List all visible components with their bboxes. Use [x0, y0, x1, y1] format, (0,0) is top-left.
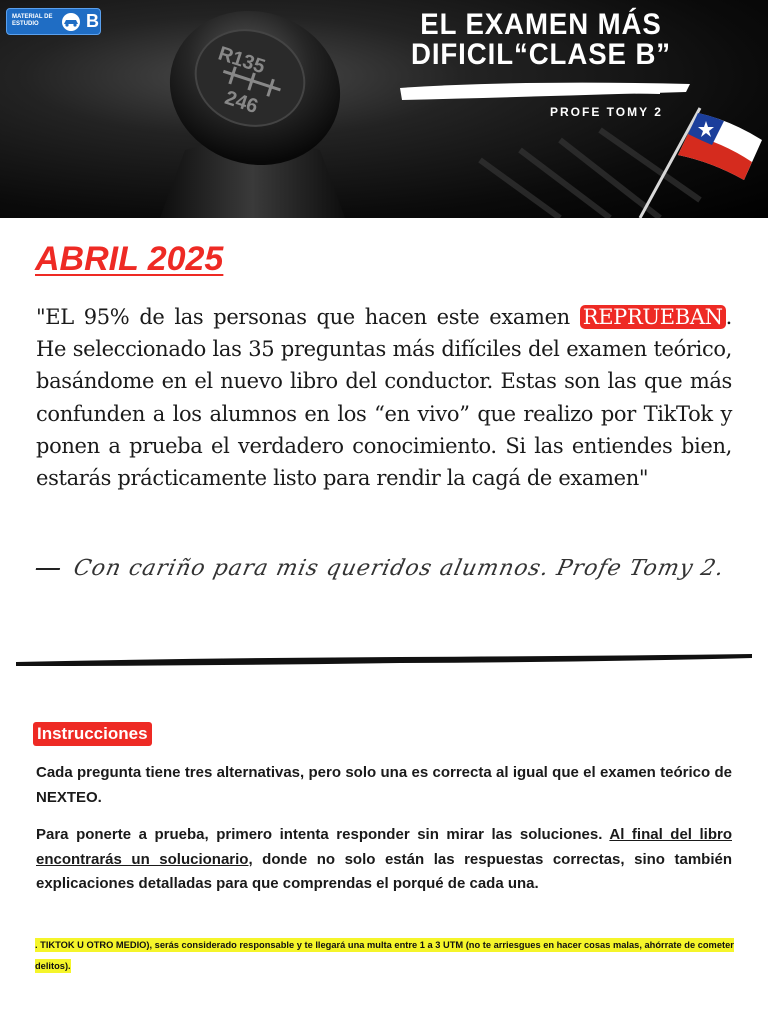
instructions-paragraph-1: Cada pregunta tiene tres alternativas, pero solo una es correcta al igual que el examen teórico de NEXTEO. — [36, 764, 732, 806]
badge-label: MATERIAL DE ESTUDIO — [12, 14, 53, 27]
reprueban-highlight: REPRUEBAN — [580, 305, 726, 329]
chile-flag-icon — [640, 108, 762, 218]
paragraph-2-end: , donde no solo están las respuestas correctas, sino también explicaciones detalladas para que comprendas el porqué de cada una. — [36, 850, 732, 892]
header-banner — [0, 0, 768, 218]
instructions-label: Instrucciones — [33, 722, 152, 746]
car-icon — [60, 13, 82, 31]
warning-note — [35, 935, 735, 977]
signature — [33, 556, 726, 581]
signature-dash — [36, 568, 60, 570]
brush-divider — [0, 648, 768, 672]
banner-title-line1: EL EXAMEN MÁS — [420, 8, 662, 41]
quote-text-start: "EL 95% de las personas que hacen este examen — [36, 305, 580, 329]
study-material-badge — [6, 8, 101, 35]
paragraph-2-start: Para ponerte a prueba, primero intenta responder sin mirar las soluciones. — [36, 826, 610, 843]
intro-quote — [36, 301, 732, 494]
banner-title — [408, 10, 675, 70]
warning-note-highlight: . TIKTOK U OTRO MEDIO), serás considerado responsable y te llegará una multa entre 1 a 3 UTM (no te arriesgues en hacer cosas malas, ahórrate de cometer delitos). — [35, 940, 734, 971]
banner-subtitle: PROFE TOMY 2 — [550, 105, 663, 119]
signature-text: Con cariño para mis queridos alumnos. Profe Tomy 2. — [71, 556, 727, 581]
banner-title-line2: DIFICIL“CLASE B” — [410, 38, 672, 71]
instructions-paragraph-2 — [36, 823, 732, 897]
date-heading: ABRIL 2025 — [35, 240, 224, 278]
solucionario-underlined: Al final del libro encontrarás un solucionario — [36, 826, 732, 868]
badge-letter: B — [86, 11, 99, 31]
gear-numbers-bottom: 246 — [222, 86, 261, 119]
quote-text-end: . He seleccionado las 35 preguntas más difíciles del examen teórico, basándome en el nuevo libro del conductor. Estas son las que más confunden a los alumnos en los “en vivo” que realizo por TikTok y ponen a prueba el verdadero conocimiento. Si las entiendes bien, estarás prácticamente listo para rendir la cagá de examen" — [36, 305, 732, 491]
gear-numbers-top: R135 — [215, 42, 268, 79]
